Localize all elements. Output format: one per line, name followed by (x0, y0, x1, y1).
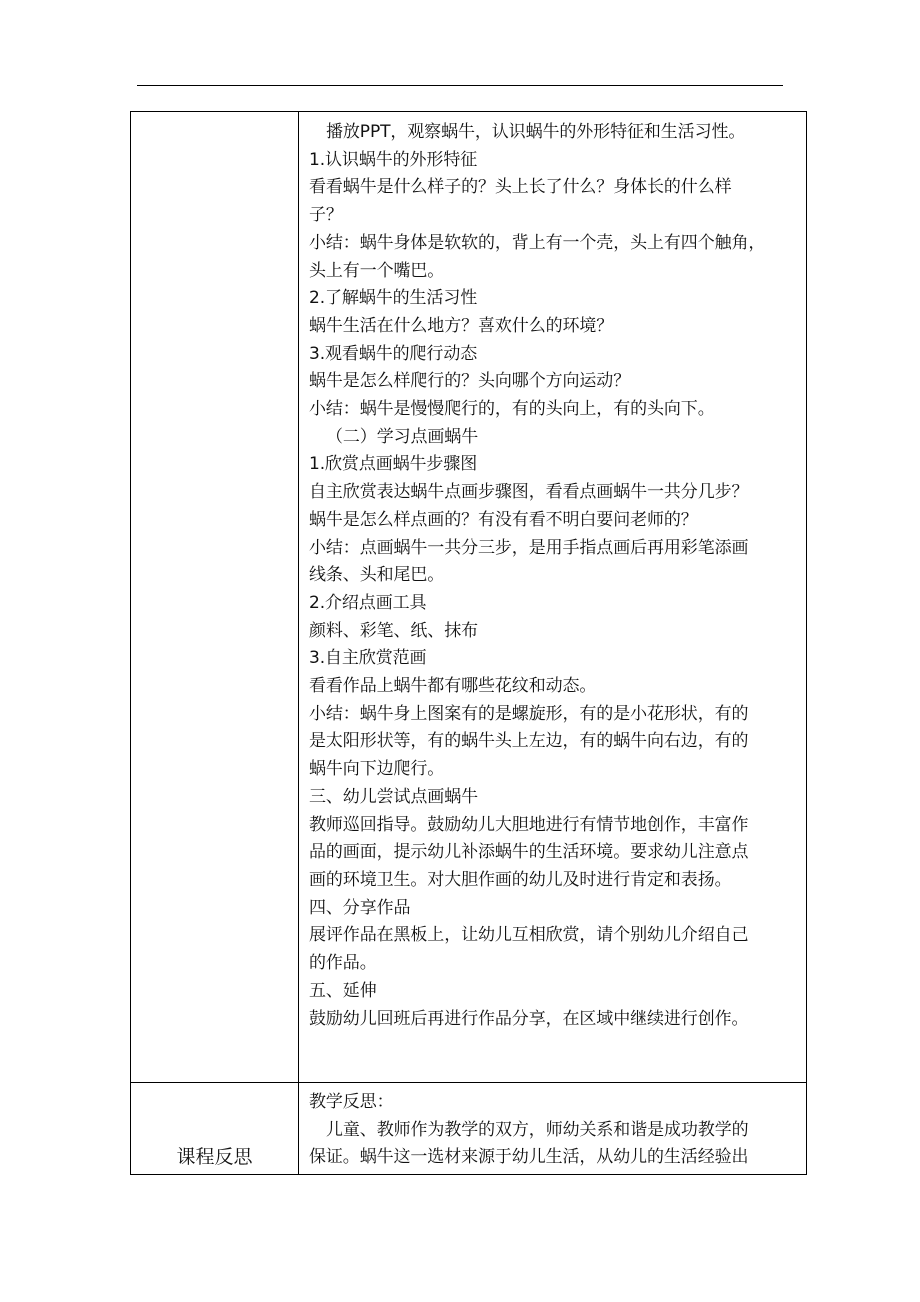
lesson-step-line: 品的画面，提示幼儿补添蜗牛的生活环境。要求幼儿注意点 (309, 842, 749, 863)
lesson-step-line: 看看蜗牛是什么样子的？头上长了什么？身体长的什么样 (309, 177, 732, 198)
lesson-step-line: 蜗牛向下边爬行。 (309, 759, 445, 780)
lesson-step-line: 蜗牛是怎么样爬行的？头向哪个方向运动？ (309, 371, 631, 392)
lesson-step-line: 1.欣赏点画蜗牛步骤图 (309, 454, 478, 475)
lesson-step-line: 颜料、彩笔、纸、抹布 (309, 620, 478, 641)
lesson-step-line: 蜗牛生活在什么地方？喜欢什么的环境？ (309, 315, 614, 336)
lesson-step-line: 是太阳形状等，有的蜗牛头上左边，有的蜗牛向右边，有的 (309, 731, 749, 752)
reflection-content-cell (299, 1083, 807, 1175)
lesson-step-line: 小结：蜗牛是慢慢爬行的，有的头向上，有的头向下。 (309, 399, 715, 420)
reflection-row (131, 1083, 807, 1175)
lesson-step-line: 教师巡回指导。鼓励幼儿大胆地进行有情节地创作，丰富作 (309, 814, 749, 835)
lesson-step-line: 3.观看蜗牛的爬行动态 (309, 343, 478, 364)
lesson-step-line: 1.认识蜗牛的外形特征 (309, 149, 478, 170)
reflection-line: 儿童、教师作为教学的双方，师幼关系和谐是成功教学的 (326, 1119, 749, 1140)
process-row (131, 112, 807, 1083)
lesson-step-line: 线条、头和尾巴。 (309, 565, 445, 586)
lesson-plan-table (130, 111, 807, 1175)
lesson-step-line: 小结：蜗牛身体是软软的，背上有一个壳，头上有四个触角， (309, 232, 766, 253)
reflection-line: 保证。蜗牛这一选材来源于幼儿生活，从幼儿的生活经验出 (309, 1147, 749, 1168)
lesson-step-line: 2.了解蜗牛的生活习性 (309, 288, 478, 309)
lesson-step-line: 画的环境卫生。对大胆作画的幼儿及时进行肯定和表扬。 (309, 869, 732, 890)
lesson-step-line: 三、幼儿尝试点画蜗牛 (309, 786, 478, 807)
lesson-step-line: 自主欣赏表达蜗牛点画步骤图，看看点画蜗牛一共分几步？ (309, 482, 749, 503)
reflection-text (299, 1083, 806, 1172)
header-rule (137, 85, 783, 86)
lesson-step-line: 看看作品上蜗牛都有哪些花纹和动态。 (309, 676, 597, 697)
lesson-step-line: 展评作品在黑板上，让幼儿互相欣赏，请个别幼儿介绍自己 (309, 925, 749, 946)
reflection-label: 课程反思 (176, 1146, 253, 1168)
lesson-step-line: 小结：点画蜗牛一共分三步，是用手指点画后再用彩笔添画 (309, 537, 749, 558)
lesson-step-line: 子？ (309, 205, 343, 226)
lesson-step-line: 3.自主欣赏范画 (309, 648, 427, 669)
lesson-step-line: 四、分享作品 (309, 897, 411, 918)
reflection-line: 教学反思： (309, 1092, 394, 1112)
process-content-cell (299, 112, 807, 1083)
lesson-step-line: 2.介绍点画工具 (309, 592, 427, 613)
lesson-step-line: 蜗牛是怎么样点画的？有没有看不明白要问老师的？ (309, 509, 698, 530)
lesson-steps (299, 112, 806, 1033)
lesson-step-line: 鼓励幼儿回班后再进行作品分享，在区域中继续进行创作。 (309, 1008, 749, 1029)
lesson-step-line: 小结：蜗牛身上图案有的是螺旋形，有的是小花形状，有的 (309, 703, 749, 724)
lesson-step-line: （二）学习点画蜗牛 (326, 426, 479, 447)
process-label-cell (131, 112, 299, 1083)
lesson-step-line: 五、延伸 (309, 980, 377, 1001)
lesson-step-line: 头上有一个嘴巴。 (309, 260, 445, 281)
lesson-step-line: 播放PPT，观察蜗牛，认识蜗牛的外形特征和生活习性。 (326, 122, 746, 142)
reflection-label-cell (131, 1083, 299, 1175)
lesson-step-line: 的作品。 (309, 953, 377, 974)
